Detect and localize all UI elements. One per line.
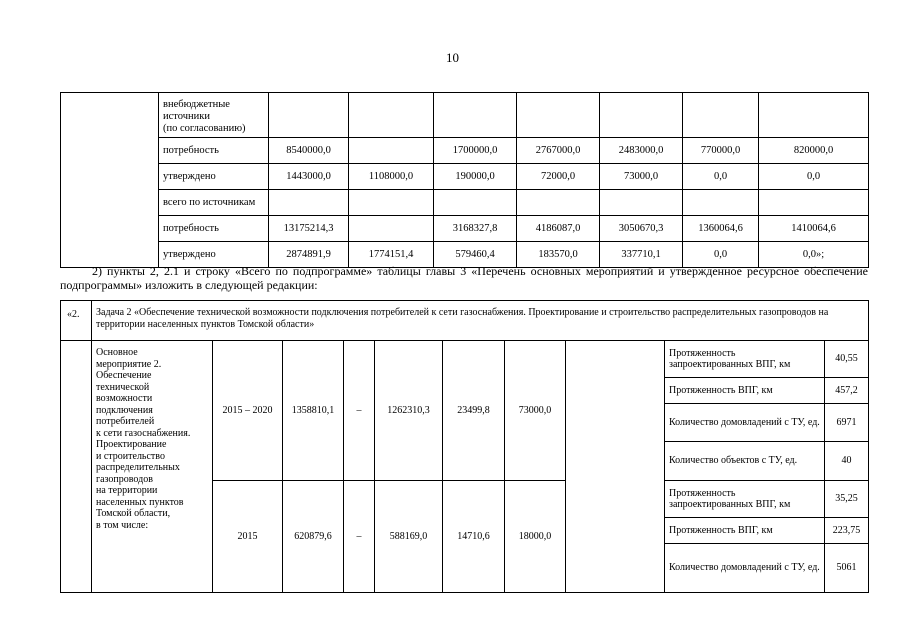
indicator-value: 5061 xyxy=(825,544,869,593)
indicator-value: 35,25 xyxy=(825,481,869,518)
cell: 13175214,3 xyxy=(269,216,349,242)
cell xyxy=(759,93,869,138)
indicator-value: 6971 xyxy=(825,404,869,442)
indicator-name: Количество домовладений с ТУ, ед. xyxy=(665,544,825,593)
empty-cell xyxy=(61,341,92,593)
table-row xyxy=(61,216,869,242)
cell: 73000,0 xyxy=(600,164,683,190)
amendment-paragraph: 2) пункты 2, 2.1 и строку «Всего по подпрограмме» таблицы главы 3 «Перечень основных мероприятий и утвержденное ресурсное обеспечение подпрограммы» изложить в следующей редакции: xyxy=(60,264,868,292)
cell: 770000,0 xyxy=(683,138,759,164)
row-label: внебюджетные источники (по согласованию) xyxy=(159,93,269,138)
row-label: потребность xyxy=(159,216,269,242)
local: 14710,6 xyxy=(443,481,505,593)
cell: 0,0»; xyxy=(759,242,869,268)
total: 1358810,1 xyxy=(283,341,344,481)
cell xyxy=(434,190,517,216)
cell xyxy=(600,190,683,216)
cell: 1108000,0 xyxy=(349,164,434,190)
cell: 2767000,0 xyxy=(517,138,600,164)
cell xyxy=(434,93,517,138)
task-number: «2. xyxy=(61,301,92,341)
cell xyxy=(517,190,600,216)
task-row xyxy=(61,301,869,341)
cell xyxy=(349,138,434,164)
cell: 0,0 xyxy=(759,164,869,190)
cell: 72000,0 xyxy=(517,164,600,190)
indicator-name: Количество объектов с ТУ, ед. xyxy=(665,442,825,481)
cell: 190000,0 xyxy=(434,164,517,190)
measures-table xyxy=(60,300,869,593)
cell xyxy=(269,190,349,216)
table-row xyxy=(61,93,869,138)
cell: 579460,4 xyxy=(434,242,517,268)
cell xyxy=(683,93,759,138)
indicator-value: 40 xyxy=(825,442,869,481)
cell: 4186087,0 xyxy=(517,216,600,242)
cell: 2483000,0 xyxy=(600,138,683,164)
indicator-value: 223,75 xyxy=(825,518,869,544)
indicator-name: Протяженность ВПГ, км xyxy=(665,378,825,404)
row-label: утверждено xyxy=(159,164,269,190)
indicator-name: Протяженность запроектированных ВПГ, км xyxy=(665,341,825,378)
cell: 820000,0 xyxy=(759,138,869,164)
federal: – xyxy=(344,341,375,481)
resources-table xyxy=(60,92,869,268)
empty-cell xyxy=(61,93,159,268)
cell xyxy=(517,93,600,138)
total: 620879,6 xyxy=(283,481,344,593)
cell: 0,0 xyxy=(683,164,759,190)
cell: 2874891,9 xyxy=(269,242,349,268)
cell: 1443000,0 xyxy=(269,164,349,190)
task-text: Задача 2 «Обеспечение технической возможности подключения потребителей к сети газоснабжения. Проектирование и строительство распределительных газопроводов на территории населенных пунктов Томской области» xyxy=(92,301,869,341)
extrabudget: 73000,0 xyxy=(505,341,566,481)
cell: 183570,0 xyxy=(517,242,600,268)
cell: 8540000,0 xyxy=(269,138,349,164)
table-row xyxy=(61,341,869,378)
regional: 588169,0 xyxy=(375,481,443,593)
indicator-name: Протяженность ВПГ, км xyxy=(665,518,825,544)
federal: – xyxy=(344,481,375,593)
row-label: утверждено xyxy=(159,242,269,268)
cell: 1360064,6 xyxy=(683,216,759,242)
cell xyxy=(349,216,434,242)
regional: 1262310,3 xyxy=(375,341,443,481)
cell xyxy=(683,190,759,216)
cell: 1410064,6 xyxy=(759,216,869,242)
table-row xyxy=(61,138,869,164)
cell: 337710,1 xyxy=(600,242,683,268)
cell xyxy=(600,93,683,138)
cell xyxy=(759,190,869,216)
cell: 3050670,3 xyxy=(600,216,683,242)
local: 23499,8 xyxy=(443,341,505,481)
table-row xyxy=(61,190,869,216)
period: 2015 – 2020 xyxy=(213,341,283,481)
period: 2015 xyxy=(213,481,283,593)
page-number: 10 xyxy=(446,50,459,65)
row-label: всего по источникам xyxy=(159,190,269,216)
empty-cell xyxy=(566,341,665,593)
table-row xyxy=(61,164,869,190)
cell: 1700000,0 xyxy=(434,138,517,164)
activity-text: Основное мероприятие 2. Обеспечение технической возможности подключения потребителей к сети газоснабжения. Проектирование и строительство распределительных газопроводов на территории населенных пунктов Томской области, в том числе: xyxy=(92,341,213,593)
cell xyxy=(349,190,434,216)
cell xyxy=(269,93,349,138)
cell: 1774151,4 xyxy=(349,242,434,268)
indicator-name: Количество домовладений с ТУ, ед. xyxy=(665,404,825,442)
indicator-value: 457,2 xyxy=(825,378,869,404)
indicator-value: 40,55 xyxy=(825,341,869,378)
extrabudget: 18000,0 xyxy=(505,481,566,593)
cell: 0,0 xyxy=(683,242,759,268)
cell xyxy=(349,93,434,138)
row-label: потребность xyxy=(159,138,269,164)
cell: 3168327,8 xyxy=(434,216,517,242)
indicator-name: Протяженность запроектированных ВПГ, км xyxy=(665,481,825,518)
